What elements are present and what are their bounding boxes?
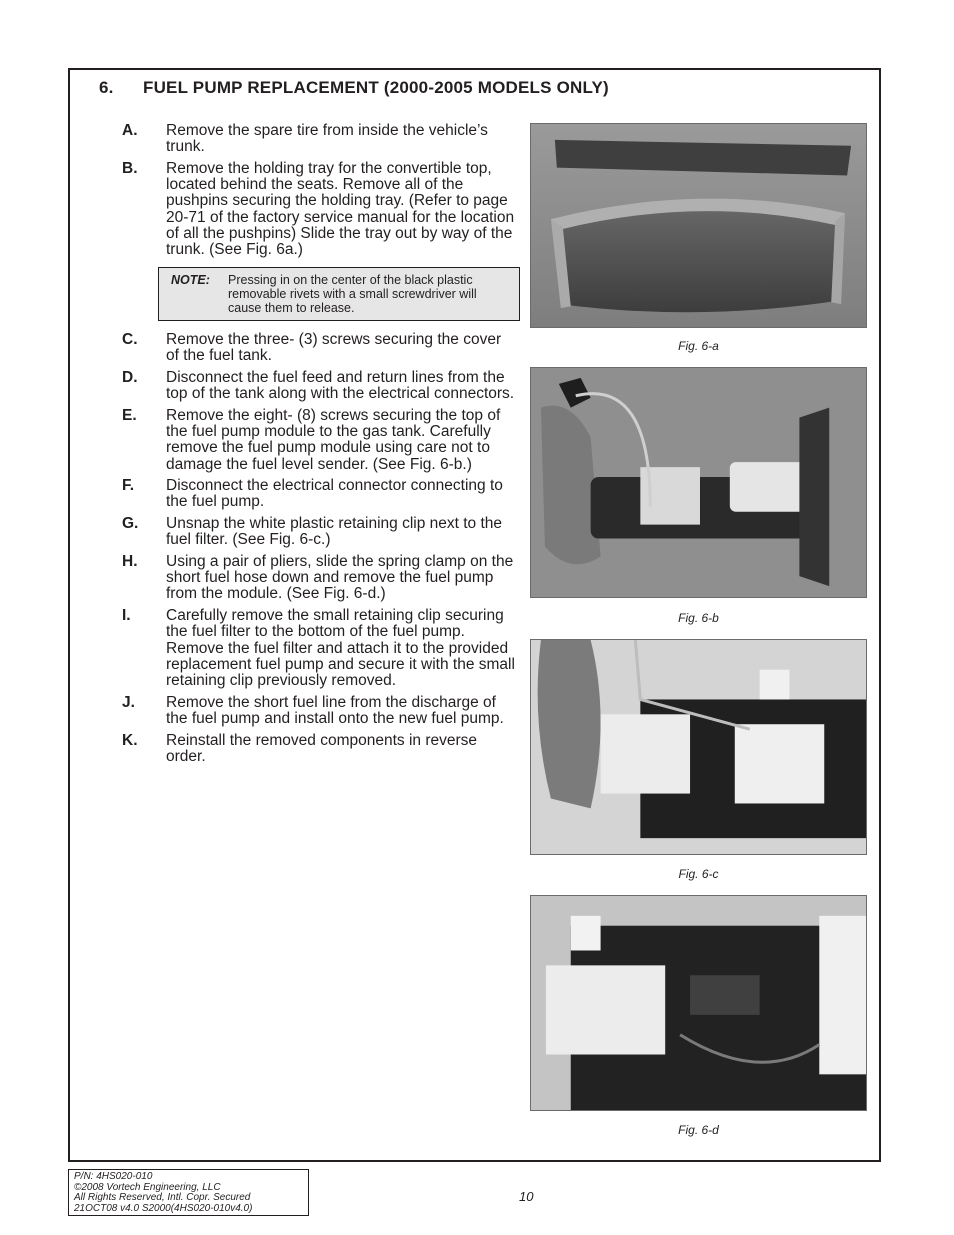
note-wrapper	[122, 267, 518, 321]
step-h	[122, 554, 518, 603]
step-e	[122, 408, 518, 473]
step-d	[122, 370, 518, 402]
step-text: Remove the spare tire from inside the vehicle’s trunk.	[166, 122, 488, 156]
revision-code: 21OCT08 v4.0 S2000(4HS020-010v4.0)	[74, 1202, 253, 1214]
step-b	[122, 161, 518, 258]
step-text: Remove the holding tray for the convertible top, located behind the seats. Remove all of the pushpins securing the holding tray. (Refer to page 20-71 of the factory service manual for the location of all the pushpins) Slide the tray out by way of the trunk. (See Fig. 6a.)	[166, 159, 515, 258]
note-label: NOTE:	[171, 273, 210, 288]
step-text: Remove the three- (3) screws securing the cover of the fuel tank.	[166, 331, 502, 365]
step-j	[122, 695, 518, 727]
step-letter: J.	[122, 693, 135, 711]
step-text: Remove the eight- (8) screws securing the top of the fuel pump module to the gas tank. Carefully remove the fuel pump module using care not to damage the fuel level sender. (See Fig. 6-b.)	[166, 406, 501, 473]
step-text: Using a pair of pliers, slide the spring clamp on the short fuel hose down and remove the fuel pump from the module. (See Fig. 6-d.)	[166, 553, 514, 603]
step-text: Unsnap the white plastic retaining clip next to the fuel filter. (See Fig. 6-c.)	[166, 515, 503, 549]
step-letter: H.	[122, 553, 138, 571]
step-text: Reinstall the removed components in reverse order.	[166, 731, 478, 765]
footer-info-box	[68, 1169, 309, 1216]
step-f	[122, 478, 518, 510]
step-letter: D.	[122, 369, 138, 387]
step-g	[122, 516, 518, 548]
figure-6c-photo	[530, 639, 867, 855]
step-a	[122, 123, 518, 155]
step-text: Remove the short fuel line from the discharge of the fuel pump and install onto the new fuel pump.	[166, 693, 504, 727]
figure-6a-photo	[530, 123, 867, 328]
step-letter: F.	[122, 477, 135, 495]
rights-notice: All Rights Reserved, Intl. Copr. Secured	[74, 1192, 251, 1203]
spring-clamp-image	[531, 896, 866, 1110]
figure-6b-photo	[530, 367, 867, 598]
fuel-pump-module-image	[531, 368, 866, 597]
retaining-clip-image	[531, 640, 866, 854]
figure-6a-caption: Fig. 6-a	[678, 339, 719, 353]
step-letter: A.	[122, 122, 138, 139]
note-text: Pressing in on the center of the black plastic removable rivets with a small screwdriver will cause them to release.	[228, 273, 477, 316]
step-letter: E.	[122, 406, 137, 424]
step-letter: G.	[122, 515, 139, 533]
figure-6b-caption: Fig. 6-b	[678, 611, 719, 625]
section-title	[99, 78, 609, 98]
figure-6d-caption: Fig. 6-d	[678, 1123, 719, 1137]
step-letter: I.	[122, 607, 131, 625]
section-number: 6.	[99, 78, 114, 97]
step-text: Carefully remove the small retaining clip securing the fuel filter to the bottom of the fuel pump. Remove the fuel filter and attach it to the provided replacement fuel pump and secure it with the small retaining clip previously removed.	[166, 607, 515, 689]
figure-6c-caption: Fig. 6-c	[678, 867, 719, 881]
step-letter: K.	[122, 731, 138, 749]
holding-tray-image	[531, 124, 866, 327]
step-c	[122, 332, 518, 364]
step-letter: C.	[122, 331, 138, 349]
step-letter: B.	[122, 159, 138, 177]
section-title-text: FUEL PUMP REPLACEMENT (2000-2005 MODELS ONLY)	[143, 78, 609, 97]
step-i	[122, 608, 518, 689]
page-number: 10	[519, 1189, 534, 1204]
step-k	[122, 733, 518, 765]
step-text: Disconnect the electrical connector connecting to the fuel pump.	[166, 477, 503, 511]
figure-6d-photo	[530, 895, 867, 1111]
note-box	[158, 267, 520, 321]
instruction-steps	[122, 123, 518, 771]
copyright: ©2008 Vortech Engineering, LLC	[74, 1181, 221, 1193]
part-number: P/N: 4HS020-010	[74, 1171, 153, 1182]
step-text: Disconnect the fuel feed and return lines from the top of the tank along with the electrical connectors.	[166, 369, 515, 403]
